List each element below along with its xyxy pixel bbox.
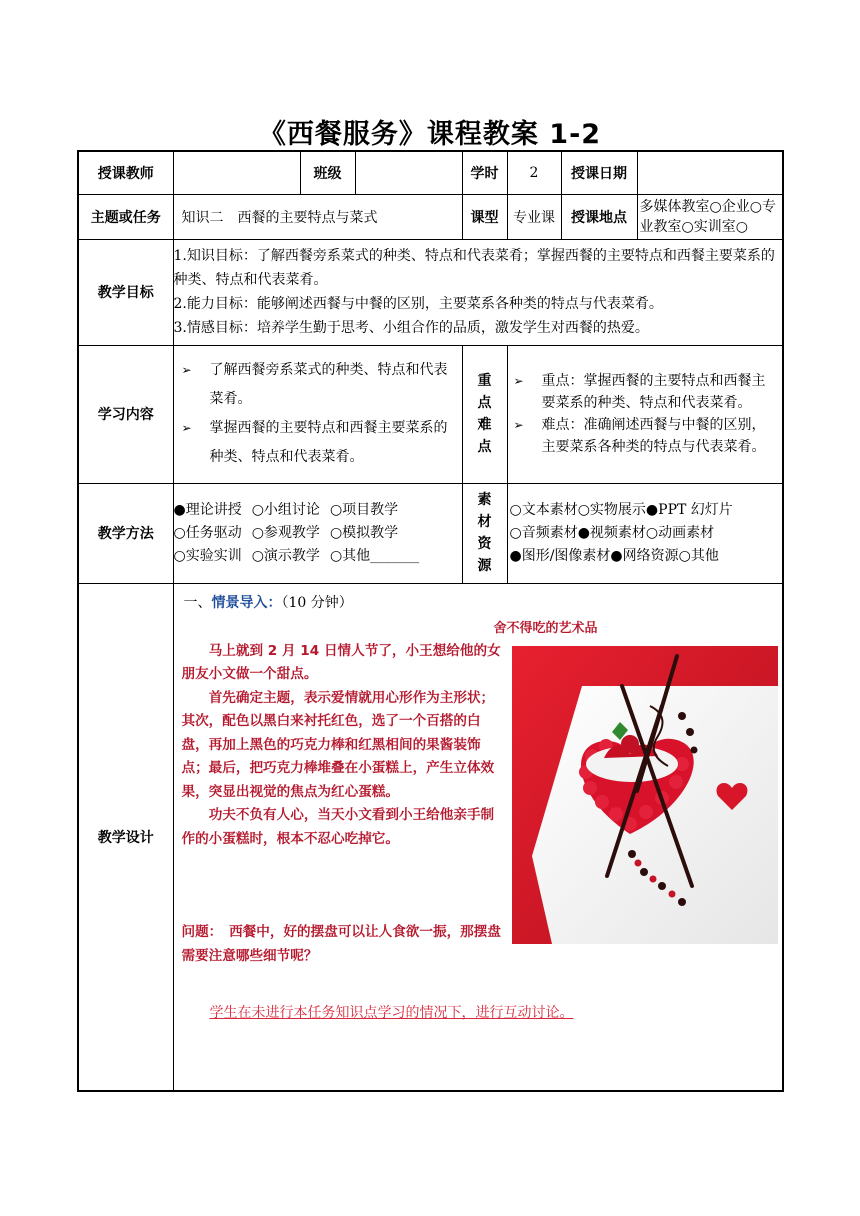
section-heading: 一、情景导入：（10 分钟） xyxy=(183,594,353,611)
heart-dessert-photo xyxy=(512,646,778,944)
arrow-bullet-icon: ➢ xyxy=(513,418,524,432)
methods-label: 教学方法 xyxy=(78,483,173,583)
goals-label: 教学目标 xyxy=(78,239,173,345)
goal-emotion: 3.情感目标：培养学生勤于思考、小组合作的品质，激发学生对西餐的热爱。 xyxy=(173,320,649,336)
methods-row: ○任务驱动 ○参观教学 ○模拟教学 xyxy=(173,524,399,541)
story-subtitle: 舍不得吃的艺术品 xyxy=(493,620,598,636)
content-list xyxy=(173,345,462,483)
class-value xyxy=(355,151,462,194)
story-text xyxy=(182,640,504,852)
methods-row: ○实验实训 ○演示教学 ○其他_______ xyxy=(173,547,420,564)
story-paragraph: 马上就到 2 月 14 日情人节了，小王想给他的女朋友小文做一个甜点。 xyxy=(181,642,501,682)
methods-row: ●理论讲授 ○小组讨论 ○项目教学 xyxy=(173,501,399,518)
list-item: ➢ 掌握西餐的主要特点和西餐主要菜系的种类、特点和代表菜肴。 xyxy=(182,414,454,472)
teacher-value xyxy=(173,151,300,194)
goal-knowledge: 1.知识目标：了解西餐旁系菜式的种类、特点和代表菜肴；掌握西餐的主要特点和西餐主要菜系的种类、特点和代表菜肴。 xyxy=(173,248,775,288)
goal-ability: 2.能力目标：能够阐述西餐与中餐的区别，主要菜系各种类的特点与代表菜肴。 xyxy=(173,296,663,312)
discussion-text: 学生在未进行本任务知识点学习的情况下，进行互动讨论。 xyxy=(209,1004,574,1021)
type-value: 专业课 xyxy=(507,194,561,239)
question-text: 问题： 西餐中，好的摆盘可以让人食欲一振，那摆盘需要注意哪些细节呢？ xyxy=(181,923,501,964)
arrow-bullet-icon: ➢ xyxy=(181,363,192,377)
arrow-bullet-icon: ➢ xyxy=(513,374,524,388)
list-item: ➢ 难点：准确阐述西餐与中餐的区别，主要菜系各种类的特点与代表菜肴。 xyxy=(514,414,777,458)
resources-options xyxy=(507,483,783,583)
list-item: ➢ 重点：掌握西餐的主要特点和西餐主要菜系的种类、特点和代表菜肴。 xyxy=(514,370,777,414)
story-paragraph: 功夫不负有人心，当天小文看到小王给他亲手制作的小蛋糕时，根本不忍心吃掉它。 xyxy=(181,807,495,847)
arrow-bullet-icon: ➢ xyxy=(181,421,192,435)
design-content xyxy=(173,583,783,1091)
hours-value: 2 xyxy=(507,151,561,194)
resources-row: ●图形/图像素材●网络资源○其他 xyxy=(509,547,719,564)
content-label: 学习内容 xyxy=(78,345,173,483)
methods-options xyxy=(173,483,462,583)
story-paragraph: 首先确定主题，表示爱情就用心形作为主形状；其次，配色以黑白来衬托红色，选了一个百搭的白盘，再加上黑色的巧克力棒和红黑相间的果酱装饰点；最后，把巧克力棒堆叠在小蛋糕上，产生立体效果，突显出视觉的焦点为红心蛋糕。 xyxy=(181,689,495,800)
list-item: ➢ 了解西餐旁系菜式的种类、特点和代表菜肴。 xyxy=(182,356,454,414)
key-points-list xyxy=(507,345,783,483)
place-value: 多媒体教室○企业○专业教室○实训室○ xyxy=(637,194,783,239)
goals-content xyxy=(173,239,783,345)
type-label: 课型 xyxy=(462,194,507,239)
topic-value: 知识二 西餐的主要特点与菜式 xyxy=(173,194,462,239)
class-label: 班级 xyxy=(300,151,355,194)
key-points-label: 重点难点 xyxy=(462,345,507,483)
date-value xyxy=(637,151,783,194)
resources-row: ○音频素材●视频素材○动画素材 xyxy=(509,524,715,541)
page-title: 《西餐服务》课程教案 1-2 xyxy=(258,119,602,150)
hours-label: 学时 xyxy=(462,151,507,194)
date-label: 授课日期 xyxy=(561,151,637,194)
design-label: 教学设计 xyxy=(78,583,173,1091)
lesson-plan-table xyxy=(77,150,784,1092)
teacher-label: 授课教师 xyxy=(78,151,173,194)
topic-label: 主题或任务 xyxy=(78,194,173,239)
place-label: 授课地点 xyxy=(561,194,637,239)
resources-label: 素材资源 xyxy=(462,483,507,583)
resources-row: ○文本素材○实物展示●PPT 幻灯片 xyxy=(509,501,733,518)
